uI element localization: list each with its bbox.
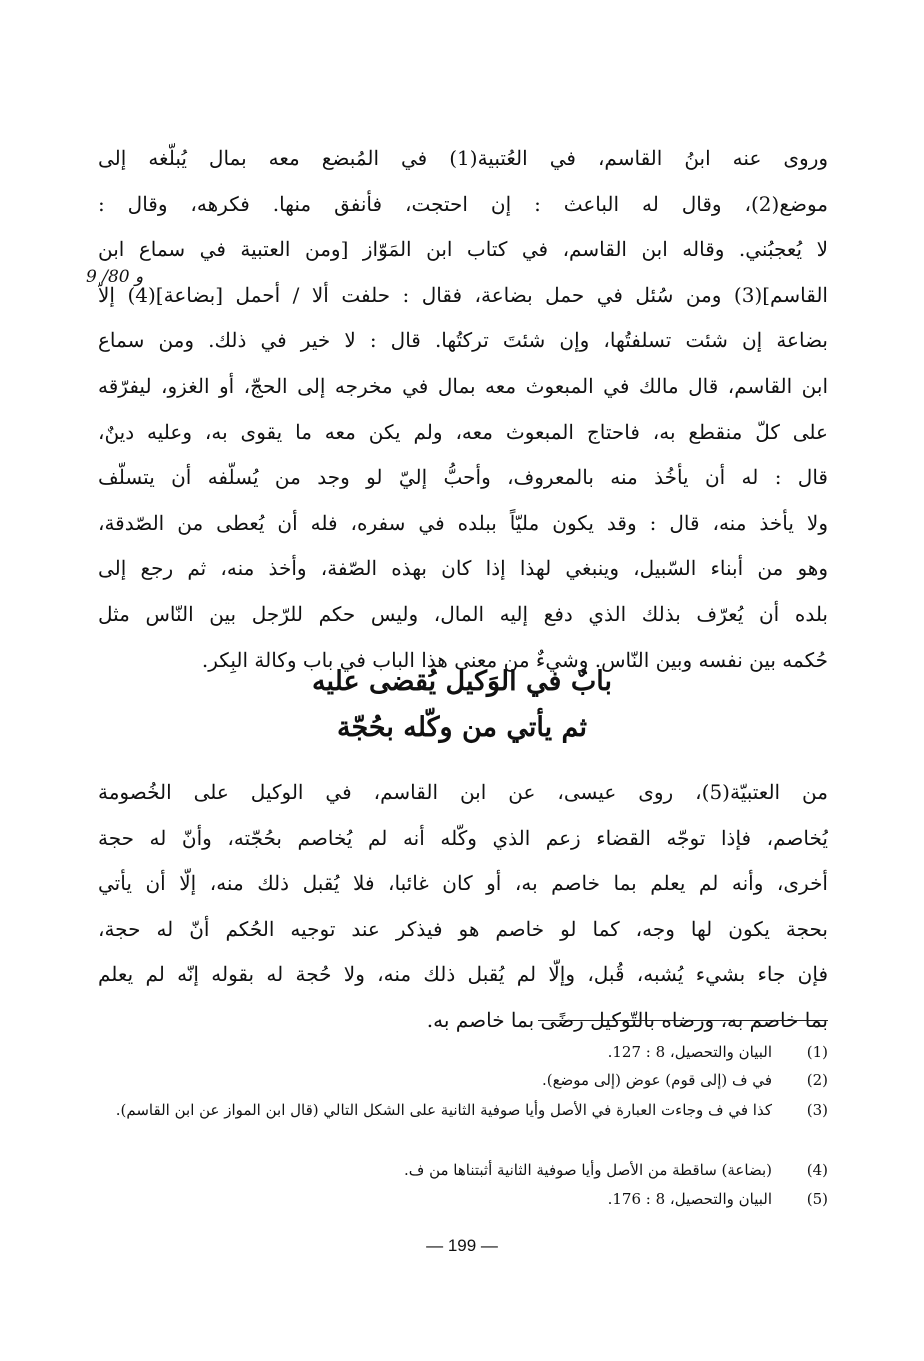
footnote-text: كذا في ف وجاءت العبارة في الأصل وأيا صوفية الثانية على الشكل التالي (قال ابن المواز عن ابن القاسم). [115, 1101, 772, 1119]
text-line: فإن جاء بشيء يُشبه، قُبل، وإلّا لم يُقبل ذلك منه، ولا حُجة له بقوله إنّه لم يعلم [98, 962, 828, 987]
text-line: القاسم](3) ومن سُئل في حمل بضاعة، فقال : حلفت ألا / أحمل [بضاعة](4) إلاّ [98, 282, 828, 307]
text-line: وهو من أبناء السّبيل، وينبغي لهذا إذا كان بهذه الصّفة، وأخذ منه، ثم رجع إلى [98, 556, 828, 581]
text-line: بضاعة إن شئت تسلفتُها، وإن شئتَ تركتُها. قال : لا خير في ذلك. ومن سماع [98, 328, 828, 353]
footnote-number: (4) [806, 1161, 828, 1179]
text-line: ابن القاسم، قال مالك في المبعوث معه بمال في مخرجه إلى الحجّ، أو الغزو، ليفرّقه [98, 373, 828, 398]
footnote-text: البيان والتحصيل، 8 : 176. [607, 1190, 772, 1208]
text-line: بحجة يكون لها وجه، كما لو خاصم هو فيذكر عند توجيه الحُكم أنّ له حجة، [98, 916, 828, 941]
text-line: لا يُعجبُني. وقاله ابن القاسم، في كتاب ابن المَوّاز [ومن العتبية في سماع ابن [98, 237, 828, 262]
footnote-number: (5) [806, 1190, 828, 1208]
manuscript-folio-marker: 9 /80 و [86, 267, 144, 287]
text-line: بلده أن يُعرّف بذلك الذي دفع إليه المال، وليس حكم للرّجل بين النّاس مثل [98, 601, 828, 626]
text-line: ولا يأخذ منه، قال : وقد يكون مليّاً ببلده في سفره، فله أن يُعطى من الصّدقة، [98, 510, 828, 535]
paragraph-chapter-text [98, 770, 828, 1044]
paragraph-main-text [98, 136, 828, 683]
chapter-heading-line-1: بابٌ في الوَكيل يُقضى عليه [311, 666, 613, 697]
footnote-text: في ف (إلى قوم) عوض (إلى موضع). [541, 1071, 772, 1089]
footnote-number: (1) [806, 1043, 828, 1061]
footnote-text: (بضاعة) ساقطة من الأصل وأيا صوفية الثانية أثبتناها من ف. [404, 1161, 772, 1179]
footnote-number: (2) [806, 1071, 828, 1089]
footnote-text: البيان والتحصيل، 8 : 127. [607, 1043, 772, 1061]
text-line: بما خاصم به، ورضاه بالتّوكيل رضًى بما خاصم به. [426, 1007, 828, 1032]
page-number: — 199 — [426, 1236, 498, 1255]
footnote-separator [538, 1020, 828, 1021]
text-line: وروى عنه ابنُ القاسم، في العُتبية(1) في المُبضع معه بمال يُبلّغه إلى [98, 146, 828, 170]
text-line: حُكمه بين نفسه وبين النّاس. وشيءٌ من معنى هذا الباب في باب وكالة البِكر. [201, 647, 828, 672]
text-line: من العتبيّة(5)، روى عيسى، عن ابن القاسم، في الوكيل على الخُصومة [98, 780, 828, 804]
text-line: موضع(2)، وقال له الباعث : إن احتجت، فأنفق منها. فكرهه، وقال : [98, 191, 828, 216]
text-line: قال : له أن يأخُذ منه بالمعروف، وأحبُّ إليّ لو وجد من يُسلّفه أن يتسلّف [98, 465, 828, 490]
text-line: على كلّ منقطع به، فاحتاج المبعوث معه، ولم يكن معه ما يقوى به، وعليه دينٌ، [98, 419, 828, 444]
footnote-number: (3) [806, 1101, 828, 1119]
text-line: أخرى، وأنه لم يعلم بما خاصم به، أو كان غائبا، فلا يُقبل ذلك منه، إلّا أن يأتي [98, 871, 828, 896]
text-line: يُخاصم، فإذا توجّه القضاء زعم الذي وكّله أنه لم يُخاصم بحُجّته، وأنّ له حجة [98, 825, 828, 850]
chapter-heading-line-2: ثم يأتي من وكّله بحُجّة [336, 712, 587, 743]
